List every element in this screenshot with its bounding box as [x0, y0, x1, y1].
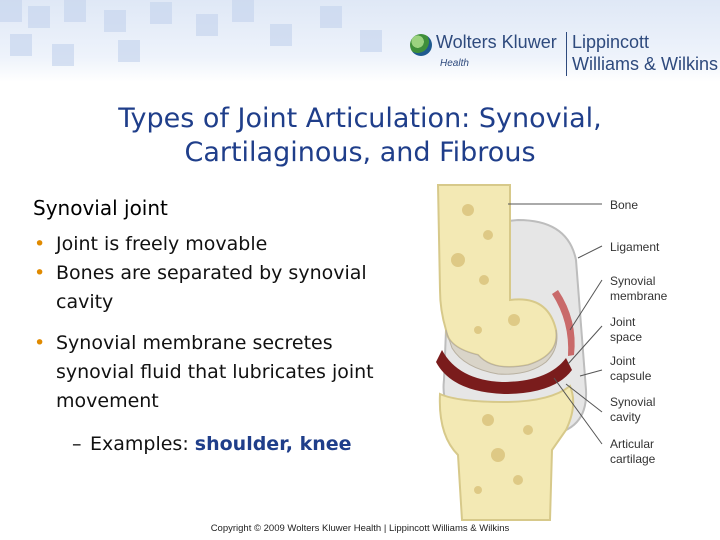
bullet-icon: •	[34, 233, 46, 255]
bullet-text: Joint is freely movable	[56, 233, 268, 255]
header-pattern	[0, 0, 420, 82]
sub-bullet-item	[32, 430, 402, 459]
subheading: Synovial joint	[33, 196, 168, 220]
logo-williams-wilkins: Williams & Wilkins	[572, 54, 718, 74]
slide-title-line-1: Types of Joint Articulation: Synovial,	[118, 103, 602, 134]
synovial-joint-illustration	[418, 180, 688, 525]
example-prefix: Examples:	[90, 433, 195, 455]
bullet-icon: •	[34, 262, 46, 284]
logo-lippincott: Lippincott	[572, 32, 650, 52]
label-ligament: Ligament	[610, 240, 660, 254]
copyright-footer: Copyright © 2009 Wolters Kluwer Health | Lippincott Williams & Wilkins	[210, 523, 510, 534]
lower-bone	[440, 386, 573, 520]
label-joint-capsule-2: capsule	[610, 369, 652, 383]
figure-labels	[610, 198, 668, 466]
logo-wolters-kluwer: Wolters Kluwer	[436, 32, 557, 52]
example-values: shoulder, knee	[194, 433, 352, 455]
wolters-kluwer-logo-icon	[410, 34, 432, 56]
logo-divider	[566, 32, 567, 76]
slide-title-line-2: Cartilaginous, and Fibrous	[184, 137, 536, 168]
dash-icon: –	[72, 433, 82, 455]
logo-health: Health	[440, 58, 469, 69]
label-bone: Bone	[610, 198, 639, 212]
label-synovial-cavity-2: cavity	[610, 410, 641, 424]
label-synovial-membrane-2: membrane	[610, 289, 668, 303]
label-articular-cartilage-1: Articular	[610, 437, 655, 451]
bullet-text: Bones are separated by synovial cavity	[56, 262, 367, 313]
bullet-item	[32, 259, 402, 317]
bullet-item	[32, 230, 402, 259]
bullet-item	[32, 329, 402, 416]
label-synovial-membrane-1: Synovial	[610, 274, 656, 288]
label-joint-space-1: Joint	[610, 315, 636, 329]
bullet-list	[32, 230, 402, 459]
label-joint-space-2: space	[610, 330, 643, 344]
slide-title	[40, 102, 680, 170]
bullet-text: Synovial membrane secretes synovial fluid that lubricates joint movement	[56, 332, 374, 412]
label-articular-cartilage-2: cartilage	[610, 452, 656, 466]
label-joint-capsule-1: Joint	[610, 354, 636, 368]
label-synovial-cavity-1: Synovial	[610, 395, 656, 409]
bullet-icon: •	[34, 332, 46, 354]
publisher-logo	[408, 28, 718, 80]
